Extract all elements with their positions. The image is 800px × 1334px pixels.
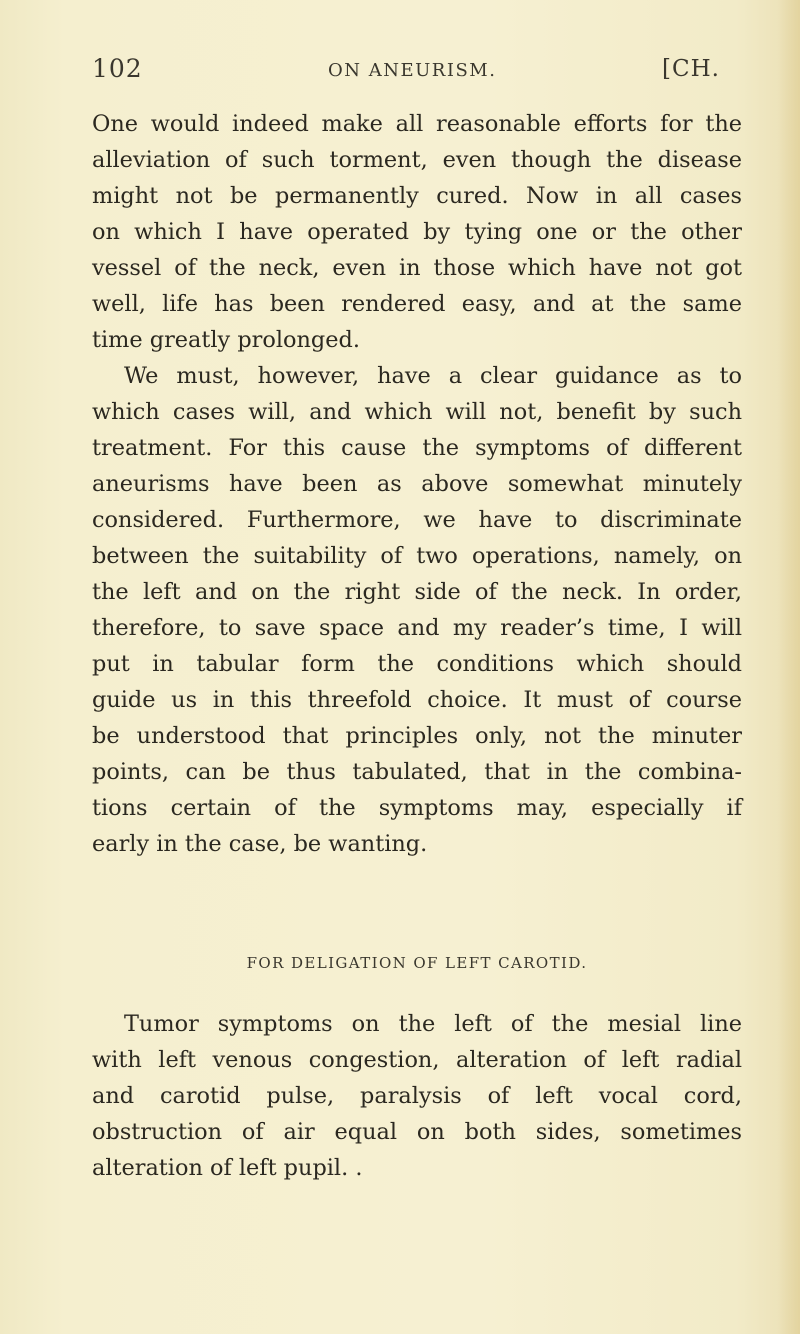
section-heading: FOR DELIGATION OF LEFT CAROTID. xyxy=(246,954,588,972)
text-line: We must, however, have a clear guidance as to xyxy=(124,363,742,389)
paragraph-1 xyxy=(92,106,742,358)
text-line: One would indeed make all reasonable efforts for the xyxy=(92,111,742,137)
text-line: time greatly prolonged. xyxy=(92,327,360,353)
text-line: be understood that principles only, not the minuter xyxy=(92,723,742,749)
text-line: considered. Furthermore, we have to discriminate xyxy=(92,507,742,533)
text-line: alleviation of such torment, even though the disease xyxy=(92,147,742,173)
text-line: the left and on the right side of the neck. In order, xyxy=(92,579,742,605)
text-line: early in the case, be wanting. xyxy=(92,831,428,857)
text-line: with left venous congestion, alteration of left radial xyxy=(92,1047,742,1073)
text-line: on which I have operated by tying one or the other xyxy=(92,219,742,245)
running-title: ON ANEURISM. xyxy=(328,60,497,81)
chapter-marker: [CH. xyxy=(662,56,720,82)
section-paragraph xyxy=(92,1006,742,1186)
text-line: guide us in this threefold choice. It must of course xyxy=(92,687,742,713)
text-line: tions certain of the symptoms may, especially if xyxy=(92,795,742,821)
text-line: which cases will, and which will not, benefit by such xyxy=(92,399,742,425)
text-line: treatment. For this cause the symptoms of different xyxy=(92,435,742,461)
text-line: points, can be thus tabulated, that in the combina- xyxy=(92,759,742,785)
text-line: aneurisms have been as above somewhat minutely xyxy=(92,471,742,497)
page-number: 102 xyxy=(92,54,143,83)
text-line: between the suitability of two operations, namely, on xyxy=(92,543,742,569)
running-head xyxy=(92,50,732,90)
text-line: obstruction of air equal on both sides, sometimes xyxy=(92,1119,742,1145)
body-text xyxy=(92,106,742,862)
text-line: and carotid pulse, paralysis of left vocal cord, xyxy=(92,1083,742,1109)
text-line: well, life has been rendered easy, and at the same xyxy=(92,291,742,317)
text-line: might not be permanently cured. Now in all cases xyxy=(92,183,742,209)
paragraph-2 xyxy=(92,358,742,862)
text-line: alteration of left pupil. . xyxy=(92,1155,363,1181)
text-line: put in tabular form the conditions which should xyxy=(92,651,742,677)
text-line: vessel of the neck, even in those which have not got xyxy=(92,255,742,281)
text-line: therefore, to save space and my reader’s time, I will xyxy=(92,615,742,641)
page-edge-shading xyxy=(778,0,800,1334)
text-line: Tumor symptoms on the left of the mesial line xyxy=(124,1011,742,1037)
